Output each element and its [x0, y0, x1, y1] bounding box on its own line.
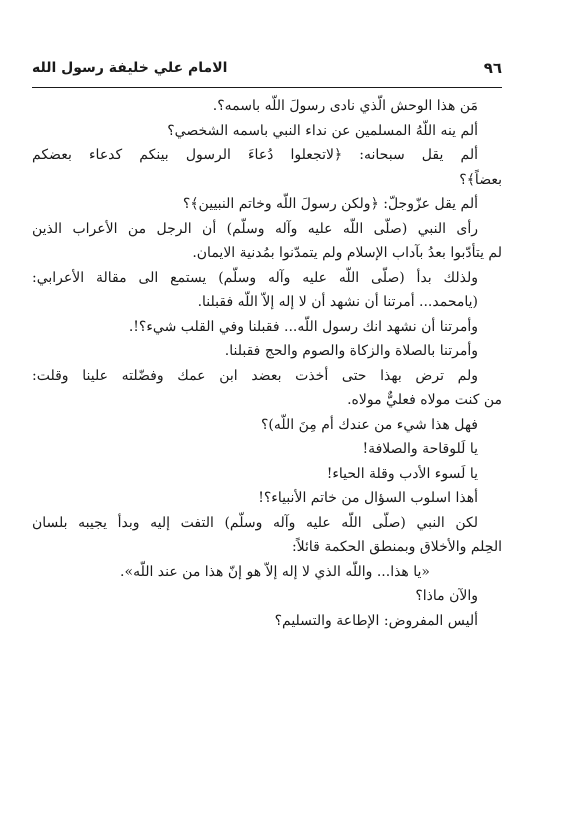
- text-line: ولذلك بدأ (صلّى اللّه عليه وآله وسلّم) يستمع الى مقالة الأعرابي:: [32, 269, 478, 286]
- text-line: بعضاً﴾؟: [459, 171, 502, 188]
- text-line: الحِلم والأخلاق وبمنطق الحكمة قائلاً:: [291, 539, 502, 555]
- text-line: يا لَلوقاحة والصلافة!: [362, 441, 478, 457]
- body-text: [32, 94, 502, 633]
- text-line: (يامحمد... أمرتنا أن نشهد أن لا إله إلاّ اللّه فقبلنا.: [197, 294, 478, 310]
- text-line: ولم ترض بهذا حتى أخذت بعضد ابن عمك وفضّلته علينا وقلت:: [32, 367, 478, 384]
- page-header: [32, 57, 502, 88]
- running-title: الامام علي خليفة رسول الله: [32, 60, 228, 76]
- text-line: لم يتأدّبوا بعدُ بآداب الإسلام ولم يتمدّنوا بمُدنية الايمان.: [192, 245, 502, 261]
- text-line: أهذا اسلوب السؤال من خاتم الأنبياء؟!: [258, 490, 478, 506]
- text-line: ألم يقل عزّوجلّ: ﴿ولكن رسولَ اللّه وخاتم النبيين﴾؟: [182, 196, 478, 212]
- text-line: رأى النبي (صلّى اللّه عليه وآله وسلّم) أن الرجل من الأعراب الذين: [32, 220, 478, 237]
- text-line: من كنت مولاه فعليٌّ مولاه.: [347, 392, 502, 408]
- text-line: مَن هذا الوحش الّذي نادى رسولَ اللّه باسمه؟.: [212, 98, 478, 114]
- page-number: ٩٦: [483, 59, 502, 77]
- text-line: ألم يقل سبحانه: ﴿لاتجعلوا دُعاءَ الرسول بينكم كدعاء بعضكم: [32, 147, 478, 163]
- text-line: وأمرتنا بالصلاة والزكاة والصوم والحج فقبلنا.: [224, 343, 478, 359]
- text-line: أليس المفروض: الإطاعة والتسليم؟: [274, 612, 478, 629]
- text-line: «يا هذا... واللّه الذي لا إله إلاّ هو إنّ هذا من عند اللّه».: [120, 563, 430, 580]
- text-line: يا لَسوء الأدب وقلة الحياء!: [326, 465, 478, 482]
- text-line: وأمرتنا أن نشهد انك رسول اللّه... فقبلنا وفي القلب شيء؟!.: [128, 318, 478, 335]
- text-line: والآن ماذا؟: [415, 588, 478, 604]
- text-line: ألم ينه اللّهُ المسلمين عن نداء النبي باسمه الشخصي؟: [167, 122, 478, 139]
- text-line: لكن النبي (صلّى اللّه عليه وآله وسلّم) التفت إليه وبدأ يجيبه بلسان: [32, 514, 478, 531]
- text-line: فهل هذا شيء من عندك أم مِنَ اللّه)؟: [260, 416, 478, 433]
